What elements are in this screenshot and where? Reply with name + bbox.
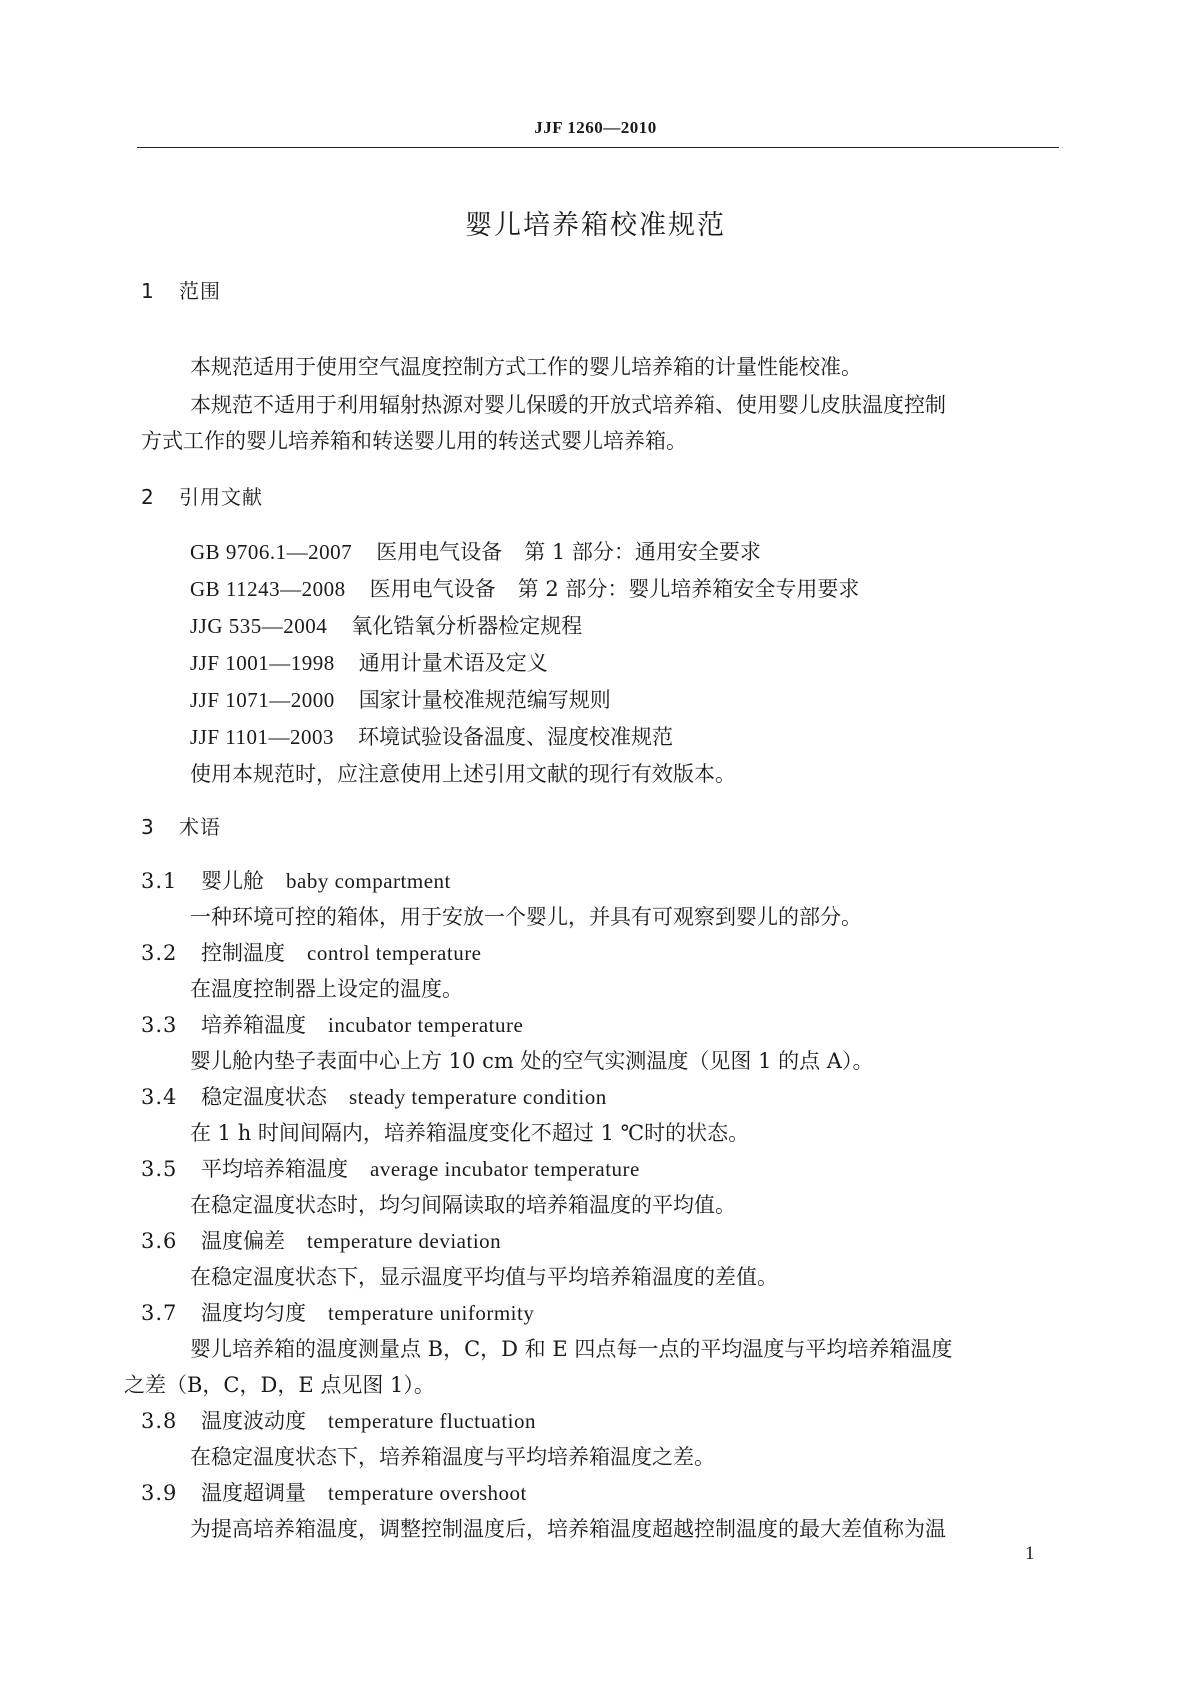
term-heading	[141, 1226, 501, 1256]
reference-title: 通用计量术语及定义	[358, 651, 548, 675]
reference-title: 医用电气设备	[376, 540, 503, 564]
term-zh: 稳定温度状态	[201, 1085, 327, 1109]
term-heading	[141, 1478, 527, 1508]
term-zh: 平均培养箱温度	[201, 1157, 348, 1181]
doc-header-code: JJF 1260—2010	[534, 118, 657, 137]
paragraph-line: 本规范适用于使用空气温度控制方式工作的婴儿培养箱的计量性能校准。	[190, 355, 862, 379]
reference-item	[190, 537, 761, 567]
section-title: 引用文献	[179, 485, 263, 509]
header-rule	[137, 147, 1059, 148]
section-heading	[141, 276, 221, 306]
reference-item	[190, 611, 582, 641]
term-definition: 婴儿舱内垫子表面中心上方 10 cm 处的空气实测温度（见图 1 的点 A）。	[190, 1049, 874, 1073]
term-number: 3.1	[141, 869, 178, 893]
doc-title: 婴儿培养箱校准规范	[465, 210, 726, 241]
term-en: steady temperature condition	[349, 1085, 607, 1109]
term-definition: 在温度控制器上设定的温度。	[190, 977, 463, 1001]
reference-item	[190, 685, 611, 715]
section-title: 术语	[179, 815, 221, 839]
term-zh: 温度偏差	[201, 1229, 285, 1253]
term-heading	[141, 1082, 607, 1112]
reference-part: 第 2 部分：婴儿培养箱安全专用要求	[517, 577, 860, 601]
term-definition: 一种环境可控的箱体，用于安放一个婴儿，并具有可观察到婴儿的部分。	[190, 905, 862, 929]
term-definition: 婴儿培养箱的温度测量点 B，C，D 和 E 四点每一点的平均温度与平均培养箱温度	[190, 1337, 953, 1361]
paragraph-line: 方式工作的婴儿培养箱和转送婴儿用的转送式婴儿培养箱。	[141, 429, 687, 453]
section-heading	[141, 482, 263, 512]
term-zh: 温度波动度	[201, 1409, 306, 1433]
section-number: 3	[141, 815, 155, 839]
reference-code: JJF 1001—1998	[190, 651, 335, 675]
term-definition: 之差（B，C，D，E 点见图 1）。	[124, 1373, 435, 1397]
term-en: baby compartment	[286, 869, 451, 893]
term-definition: 在稳定温度状态下，培养箱温度与平均培养箱温度之差。	[190, 1445, 715, 1469]
reference-title: 国家计量校准规范编写规则	[358, 688, 611, 712]
term-number: 3.8	[141, 1409, 178, 1433]
reference-code: GB 11243—2008	[190, 577, 346, 601]
term-definition: 为提高培养箱温度，调整控制温度后，培养箱温度超越控制温度的最大差值称为温	[190, 1517, 946, 1541]
term-heading	[141, 1154, 640, 1184]
reference-code: GB 9706.1—2007	[190, 540, 353, 564]
term-heading	[141, 1406, 536, 1436]
section-title: 范围	[179, 279, 221, 303]
term-number: 3.7	[141, 1301, 178, 1325]
term-definition: 在 1 h 时间间隔内，培养箱温度变化不超过 1 ℃时的状态。	[190, 1121, 750, 1145]
term-en: temperature overshoot	[328, 1481, 527, 1505]
section-number: 1	[141, 279, 155, 303]
term-heading	[141, 1010, 523, 1040]
term-number: 3.3	[141, 1013, 178, 1037]
reference-code: JJG 535—2004	[190, 614, 328, 638]
term-definition: 在稳定温度状态下，显示温度平均值与平均培养箱温度的差值。	[190, 1265, 778, 1289]
term-en: control temperature	[307, 941, 482, 965]
term-en: incubator temperature	[328, 1013, 524, 1037]
term-heading	[141, 866, 451, 896]
term-zh: 培养箱温度	[201, 1013, 306, 1037]
term-number: 3.6	[141, 1229, 178, 1253]
term-zh: 控制温度	[201, 941, 285, 965]
reference-part: 第 1 部分：通用安全要求	[524, 540, 761, 564]
section-number: 2	[141, 485, 155, 509]
term-number: 3.9	[141, 1481, 178, 1505]
term-number: 3.4	[141, 1085, 178, 1109]
term-number: 3.2	[141, 941, 178, 965]
term-heading	[141, 938, 482, 968]
term-number: 3.5	[141, 1157, 178, 1181]
paragraph-line: 使用本规范时，应注意使用上述引用文献的现行有效版本。	[190, 762, 736, 786]
reference-code: JJF 1071—2000	[190, 688, 335, 712]
term-zh: 温度超调量	[201, 1481, 306, 1505]
term-zh: 婴儿舱	[201, 869, 264, 893]
term-definition: 在稳定温度状态时，均匀间隔读取的培养箱温度的平均值。	[190, 1193, 736, 1217]
reference-title: 环境试验设备温度、湿度校准规范	[358, 725, 673, 749]
reference-item	[190, 648, 548, 678]
reference-item	[190, 574, 859, 604]
reference-code: JJF 1101—2003	[190, 725, 334, 749]
term-en: average incubator temperature	[370, 1157, 640, 1181]
term-zh: 温度均匀度	[201, 1301, 306, 1325]
section-heading	[141, 812, 221, 842]
paragraph-line: 本规范不适用于利用辐射热源对婴儿保暖的开放式培养箱、使用婴儿皮肤温度控制	[190, 393, 946, 417]
term-en: temperature deviation	[307, 1229, 502, 1253]
reference-title: 氧化锆氧分析器检定规程	[351, 614, 583, 638]
term-en: temperature uniformity	[328, 1301, 535, 1325]
reference-title: 医用电气设备	[369, 577, 496, 601]
term-en: temperature fluctuation	[328, 1409, 536, 1433]
reference-item	[190, 722, 673, 752]
page-number: 1	[1025, 1543, 1035, 1564]
term-heading	[141, 1298, 534, 1328]
